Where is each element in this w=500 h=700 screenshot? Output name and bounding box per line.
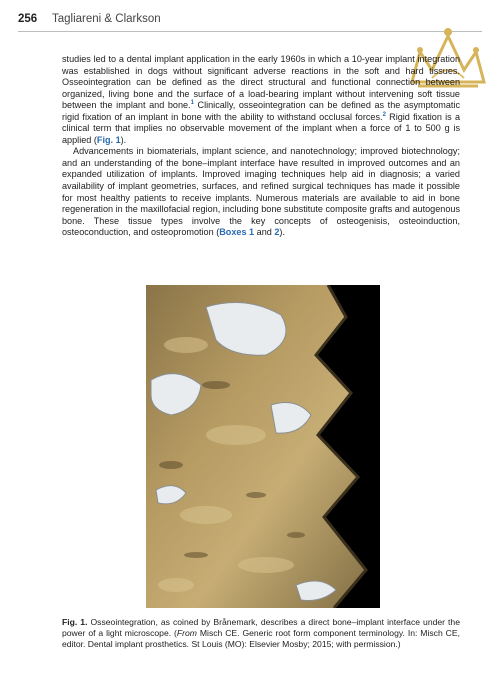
- figure-caption: [62, 617, 460, 650]
- box-1-link[interactable]: Boxes 1: [219, 227, 255, 238]
- caption-italic: From: [176, 628, 197, 638]
- reference-1[interactable]: 1: [190, 100, 194, 107]
- article-body: [62, 54, 460, 239]
- paragraph-1: [62, 54, 460, 146]
- p1-text-b: Clinically, osseointegration can be defined as the asymptomatic rigid fixation of an implant in bone with the ability to withstand occlusal forces.: [62, 100, 460, 122]
- box-2-link[interactable]: 2: [274, 227, 280, 238]
- p2-and: and: [254, 227, 275, 238]
- p1-text-d: ).: [120, 134, 127, 145]
- page-number: 256: [18, 13, 38, 25]
- p1-text-a: studies led to a dental implant application in the early 1960s in which a 10-year implant integration was established in dogs without significant adverse reactions in the soft and hard tissues. Osseointegration can be defined as the direct structural and functional connection between organized, living bone and the surface of a load-bearing implant without intervening soft tissue between the implant and bone.: [62, 54, 460, 111]
- figure-1-link[interactable]: Fig. 1: [96, 134, 121, 145]
- paragraph-2: [62, 146, 460, 238]
- figure-label: Fig. 1.: [62, 617, 88, 627]
- caption-text-a: Osseointegration, as coined by Brånemark, describes a direct bone–implant interface under the power of a light microscope. (: [62, 617, 460, 638]
- p2-end: ).: [279, 227, 285, 238]
- p2-text-a: Advancements in biomaterials, implant science, and nanotechnology; improved biotechnology; and an understanding of the bone–implant interface have resulted in improved outcomes and an expanded utilization of implants. Improved imaging techniques help aid in diagnosis; a varied availability of implant geometries, surfaces, and refined surgical techniques has made it possible for most healthy patients to receive implants. Numerous materials are available to aid in bone regeneration in the maxillofacial region, including bone substitute composite grafts and autogenous bone. These tissue types involve the key concepts of osteogenisis, osteoinduction, osteoconduction, and osteopromotion (: [62, 146, 460, 238]
- p1-text-c: Rigid fixation is a clinical term that implies no observable movement of the implant when a force of 1 to 500 g is applied (: [62, 111, 460, 145]
- caption-text-b: Misch CE. Generic root form component terminology. In: Misch CE, editor. Dental implant prosthetics. St Louis (MO): Elsevier Mosby; 2015; with permission.): [62, 628, 460, 649]
- running-head: Tagliareni & Clarkson: [52, 13, 161, 25]
- figure-micrograph: [146, 285, 380, 608]
- reference-2[interactable]: 2: [382, 111, 386, 118]
